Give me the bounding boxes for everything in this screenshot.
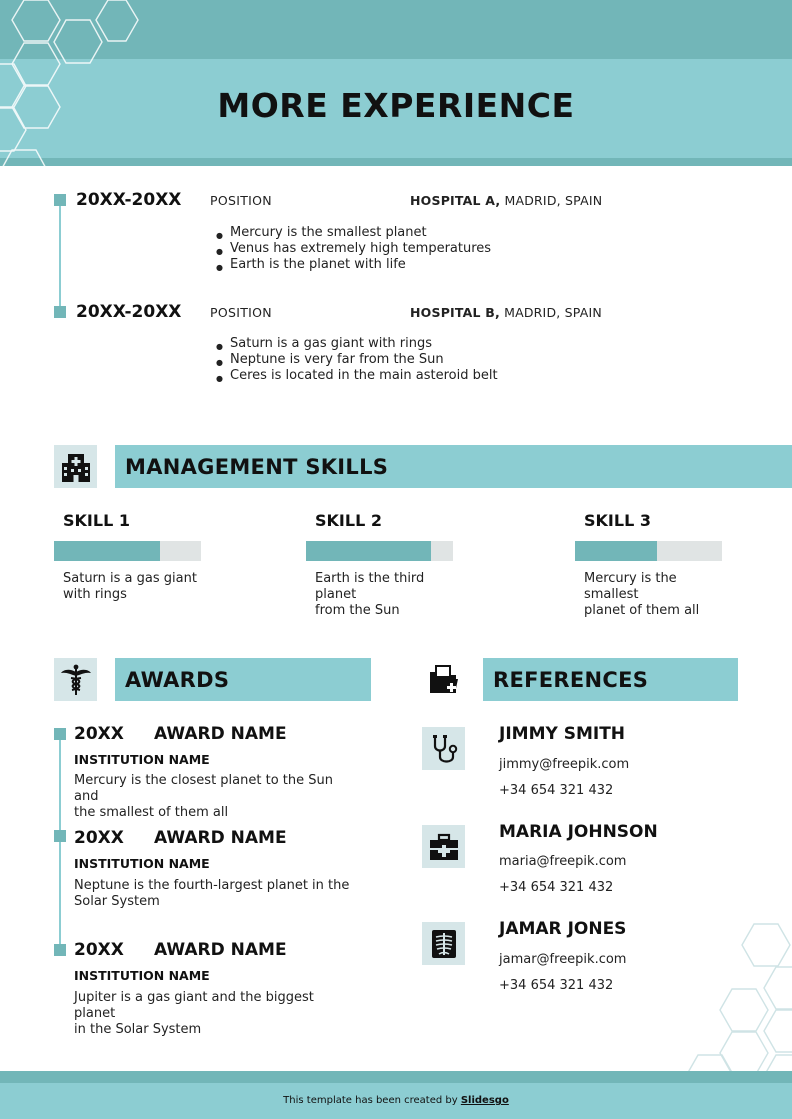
experience-bullet: ● Venus has extremely high temperatures — [230, 241, 491, 257]
reference-phone: +34 654 321 432 — [499, 978, 614, 993]
experience-position: POSITION — [210, 305, 272, 320]
skill-description: Earth is the third planet from the Sun — [315, 571, 425, 618]
timeline-marker — [54, 728, 66, 740]
award-institution: INSTITUTION NAME — [74, 968, 210, 983]
skill-bar-track — [575, 541, 722, 561]
management-skills-header — [115, 445, 792, 488]
experience-bullet: ● Earth is the planet with life — [230, 257, 406, 273]
medical-kit-icon — [422, 825, 465, 868]
reference-email[interactable]: maria@freepik.com — [499, 854, 627, 869]
caduceus-icon — [54, 658, 97, 701]
references-header — [483, 658, 738, 701]
reference-email[interactable]: jimmy@freepik.com — [499, 757, 630, 772]
skill-name: SKILL 1 — [63, 511, 130, 530]
timeline-marker — [54, 944, 66, 956]
award-name: AWARD NAME — [154, 828, 287, 848]
experience-position: POSITION — [210, 193, 272, 208]
timeline-marker — [54, 194, 66, 206]
timeline-marker — [54, 830, 66, 842]
skill-name: SKILL 3 — [584, 511, 651, 530]
award-year: 20XX — [74, 828, 124, 848]
page-title: MORE EXPERIENCE — [217, 86, 575, 125]
skill-bar-fill — [54, 541, 160, 561]
slidesgo-link[interactable]: Slidesgo — [460, 1095, 509, 1106]
section-title: AWARDS — [125, 667, 230, 692]
xray-icon — [422, 922, 465, 965]
reference-phone: +34 654 321 432 — [499, 783, 614, 798]
skill-bar-fill — [575, 541, 657, 561]
award-description: Neptune is the fourth-largest planet in the Solar System — [74, 878, 350, 909]
experience-bullet: ● Neptune is very far from the Sun — [230, 352, 444, 368]
experience-hospital: HOSPITAL A, MADRID, SPAIN — [410, 193, 603, 208]
experience-timeline-line — [59, 206, 61, 312]
section-title: REFERENCES — [493, 667, 649, 692]
award-name: AWARD NAME — [154, 724, 287, 744]
skill-description: Mercury is the smallest planet of them all — [584, 571, 700, 618]
timeline-marker — [54, 306, 66, 318]
hospital-icon — [54, 445, 97, 488]
skill-bar-track — [54, 541, 201, 561]
reference-name: JAMAR JONES — [499, 919, 627, 939]
skill-description: Saturn is a gas giant with rings — [63, 571, 197, 602]
stethoscope-icon — [422, 727, 465, 770]
award-description: Jupiter is a gas giant and the biggest planet in the Solar System — [74, 990, 314, 1037]
reference-email[interactable]: jamar@freepik.com — [499, 952, 627, 967]
skill-name: SKILL 2 — [315, 511, 382, 530]
experience-bullet: ● Saturn is a gas giant with rings — [230, 336, 432, 352]
award-year: 20XX — [74, 940, 124, 960]
skill-bar-fill — [306, 541, 431, 561]
experience-bullet: ● Mercury is the smallest planet — [230, 225, 427, 241]
award-institution: INSTITUTION NAME — [74, 856, 210, 871]
medical-folder-icon — [422, 658, 465, 701]
experience-years: 20XX-20XX — [76, 302, 182, 322]
award-description: Mercury is the closest planet to the Sun and the smallest of them all — [74, 773, 333, 820]
award-institution: INSTITUTION NAME — [74, 752, 210, 767]
experience-hospital: HOSPITAL B, MADRID, SPAIN — [410, 305, 602, 320]
award-year: 20XX — [74, 724, 124, 744]
awards-header — [115, 658, 371, 701]
reference-name: MARIA JOHNSON — [499, 822, 658, 842]
reference-name: JIMMY SMITH — [499, 724, 626, 744]
experience-years: 20XX-20XX — [76, 190, 182, 210]
award-name: AWARD NAME — [154, 940, 287, 960]
experience-bullet: ● Ceres is located in the main asteroid belt — [230, 368, 498, 384]
footer-credit: This template has been created by Slidesgo — [283, 1095, 509, 1106]
awards-timeline-line — [59, 740, 61, 950]
footer-top-band — [0, 1071, 792, 1083]
skill-bar-track — [306, 541, 453, 561]
reference-phone: +34 654 321 432 — [499, 880, 614, 895]
section-title: MANAGEMENT SKILLS — [125, 454, 389, 479]
